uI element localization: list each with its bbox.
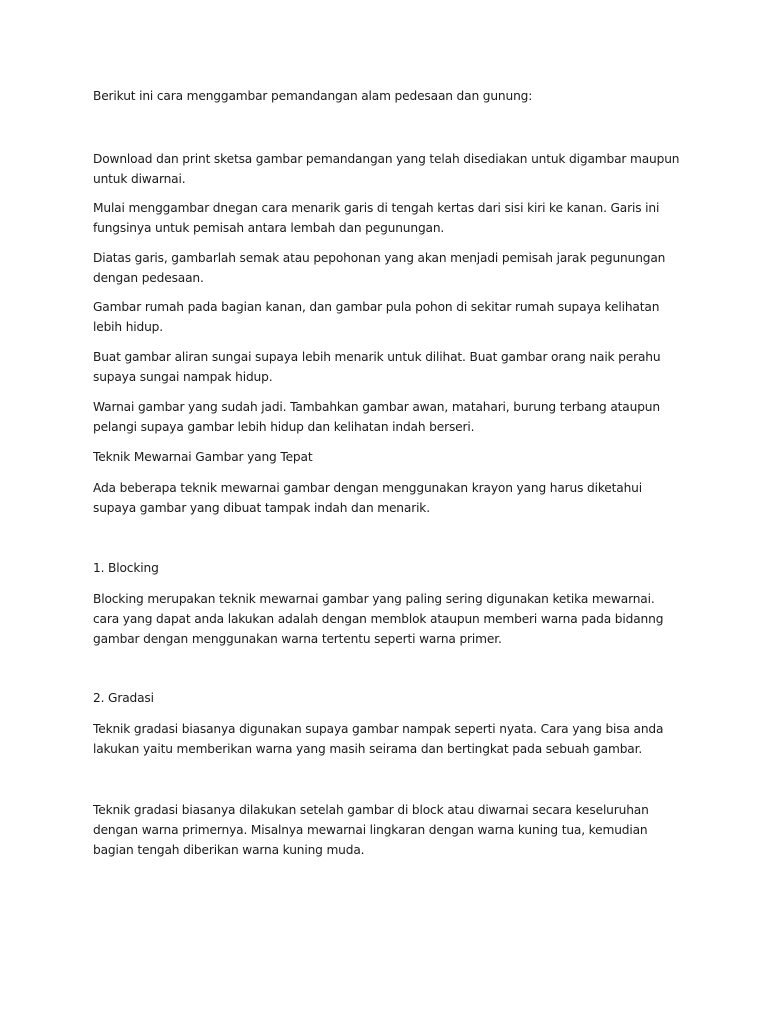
- step-paragraph-1: Download dan print sketsa gambar pemandangan yang telah disediakan untuk digambar maupun untuk diwarnai.: [93, 152, 680, 186]
- gradasi-paragraph-1: Teknik gradasi biasanya digunakan supaya gambar nampak seperti nyata. Cara yang bisa anda lakukan yaitu memberikan warna yang masih seirama dan bertingkat pada sebuah gambar.: [93, 722, 664, 756]
- step-paragraph-4: Gambar rumah pada bagian kanan, dan gambar pula pohon di sekitar rumah supaya kelihatan lebih hidup.: [93, 300, 660, 334]
- step-paragraph-6: Warnai gambar yang sudah jadi. Tambahkan gambar awan, matahari, burung terbang ataupun pelangi supaya gambar lebih hidup dan kelihatan indah berseri.: [93, 400, 660, 434]
- step-paragraph-5: Buat gambar aliran sungai supaya lebih menarik untuk dilihat. Buat gambar orang naik perahu supaya sungai nampak hidup.: [93, 350, 661, 384]
- step-paragraph-2: Mulai menggambar dnegan cara menarik garis di tengah kertas dari sisi kiri ke kanan. Garis ini fungsinya untuk pemisah antara lembah dan pegunungan.: [93, 201, 660, 235]
- blocking-paragraph: Blocking merupakan teknik mewarnai gambar yang paling sering digunakan ketika mewarnai. cara yang dapat anda lakukan adalah dengan memblok ataupun memberi warna pada bidanng gambar dengan menggunakan warna tertentu seperti warna primer.: [93, 592, 664, 646]
- section-heading: Teknik Mewarnai Gambar yang Tepat: [93, 450, 313, 464]
- section-intro-paragraph: Ada beberapa teknik mewarnai gambar dengan menggunakan krayon yang harus diketahui supaya gambar yang dibuat tampak indah dan menarik.: [93, 481, 642, 515]
- gradasi-paragraph-2: Teknik gradasi biasanya dilakukan setelah gambar di block atau diwarnai secara keseluruhan dengan warna primernya. Misalnya mewarnai lingkaran dengan warna kuning tua, kemudian bagian tengah diberikan warna kuning muda.: [93, 803, 649, 857]
- gradasi-heading: 2. Gradasi: [93, 691, 154, 705]
- blocking-heading: 1. Blocking: [93, 561, 159, 575]
- step-paragraph-3: Diatas garis, gambarlah semak atau pepohonan yang akan menjadi pemisah jarak pegunungan dengan pedesaan.: [93, 251, 666, 285]
- intro-paragraph: Berikut ini cara menggambar pemandangan alam pedesaan dan gunung:: [93, 89, 533, 103]
